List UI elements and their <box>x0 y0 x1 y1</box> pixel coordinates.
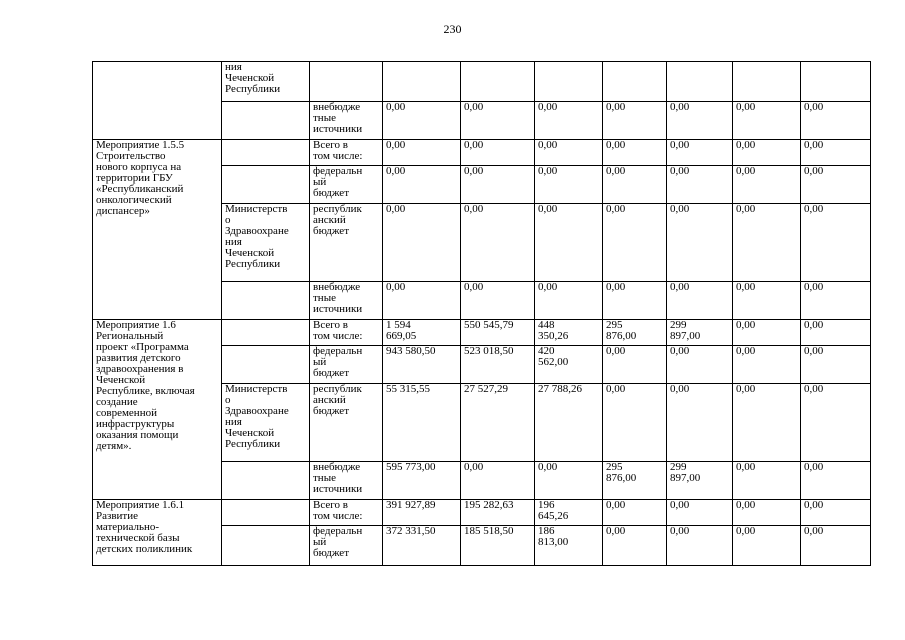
value-cell-text: 0,00 <box>670 525 690 537</box>
value-cell <box>383 204 461 282</box>
executor-cell-empty <box>222 346 310 384</box>
value-cell-text: 185 518,50 <box>464 525 514 537</box>
value-cell-text: 0,00 <box>736 281 756 293</box>
funding-source-cell <box>310 346 383 384</box>
value-cell <box>461 384 535 462</box>
value-cell-text: 0,00 <box>606 139 626 151</box>
value-cell-text: 1 594 669,05 <box>386 319 417 342</box>
value-cell <box>733 166 801 204</box>
value-cell <box>535 320 603 346</box>
funding-source-cell-text: внебюдже тные источники <box>313 281 363 315</box>
value-cell <box>733 320 801 346</box>
value-cell-text: 0,00 <box>736 461 756 473</box>
value-cell <box>535 346 603 384</box>
table-row <box>93 320 871 346</box>
value-cell-text: 595 773,00 <box>386 461 436 473</box>
value-cell-text: 0,00 <box>804 203 824 215</box>
value-cell <box>733 204 801 282</box>
value-cell-text: 0,00 <box>736 345 756 357</box>
value-cell <box>801 140 871 166</box>
value-cell <box>667 462 733 500</box>
executor-cell-empty <box>222 102 310 140</box>
executor-cell-empty <box>222 320 310 346</box>
value-cell-text: 0,00 <box>606 203 626 215</box>
value-cell <box>461 166 535 204</box>
executor-cell <box>222 62 310 102</box>
value-cell <box>733 282 801 320</box>
executor-cell-empty <box>222 526 310 566</box>
value-cell-text: 299 897,00 <box>670 461 701 484</box>
executor-cell <box>222 500 310 526</box>
value-cell-text: 0,00 <box>804 461 824 473</box>
value-cell <box>603 166 667 204</box>
value-cell <box>667 346 733 384</box>
value-cell <box>383 346 461 384</box>
funding-source-cell-text: внебюдже тные источники <box>313 101 363 135</box>
value-cell-text: 0,00 <box>464 139 484 151</box>
funding-source-cell-text: Всего в том числе: <box>313 319 363 342</box>
funding-source-cell <box>310 166 383 204</box>
value-cell <box>383 166 461 204</box>
value-cell <box>383 62 461 102</box>
value-cell <box>801 62 871 102</box>
value-cell-text: 27 788,26 <box>538 383 582 395</box>
value-cell-text: 420 562,00 <box>538 345 569 368</box>
value-cell-text: 0,00 <box>736 165 756 177</box>
value-cell-text: 295 876,00 <box>606 319 637 342</box>
value-cell-text: 55 315,55 <box>386 383 430 395</box>
value-cell <box>461 62 535 102</box>
value-cell-text: 0,00 <box>670 383 690 395</box>
value-cell-text: 0,00 <box>538 281 558 293</box>
funding-source-cell <box>310 102 383 140</box>
value-cell-text: 0,00 <box>464 165 484 177</box>
value-cell <box>383 462 461 500</box>
value-cell-text: 299 897,00 <box>670 319 701 342</box>
value-cell <box>535 384 603 462</box>
budget-table-body <box>93 62 871 566</box>
value-cell-text: 0,00 <box>386 165 406 177</box>
value-cell-text: 0,00 <box>670 203 690 215</box>
value-cell <box>383 140 461 166</box>
value-cell <box>733 462 801 500</box>
value-cell-text: 0,00 <box>670 101 690 113</box>
funding-source-cell-text: федеральн ый бюджет <box>313 345 363 379</box>
value-cell <box>733 526 801 566</box>
value-cell-text: 0,00 <box>386 203 406 215</box>
value-cell <box>667 62 733 102</box>
value-cell-text: 195 282,63 <box>464 499 514 511</box>
value-cell <box>535 526 603 566</box>
value-cell <box>801 204 871 282</box>
value-cell <box>667 282 733 320</box>
funding-source-cell <box>310 320 383 346</box>
value-cell <box>535 62 603 102</box>
value-cell <box>603 102 667 140</box>
funding-source-cell-text: внебюдже тные источники <box>313 461 363 495</box>
measure-cell-text: Мероприятие 1.5.5 Строительство нового корпуса на территории ГБУ «Республиканский онкологический диспансер» <box>96 139 185 217</box>
value-cell-text: 0,00 <box>804 319 824 331</box>
value-cell-text: 0,00 <box>804 525 824 537</box>
value-cell <box>667 166 733 204</box>
value-cell <box>667 500 733 526</box>
value-cell <box>733 346 801 384</box>
value-cell <box>603 320 667 346</box>
value-cell <box>801 384 871 462</box>
executor-cell-text: ния Чеченской Республики <box>225 61 281 95</box>
value-cell <box>733 140 801 166</box>
value-cell <box>603 282 667 320</box>
value-cell-text: 0,00 <box>804 499 824 511</box>
funding-source-cell <box>310 282 383 320</box>
value-cell-text: 0,00 <box>386 101 406 113</box>
value-cell-text: 0,00 <box>670 345 690 357</box>
value-cell <box>733 102 801 140</box>
value-cell <box>667 204 733 282</box>
value-cell-text: 448 350,26 <box>538 319 569 342</box>
value-cell <box>667 102 733 140</box>
value-cell <box>603 62 667 102</box>
funding-source-cell-text: республик анский бюджет <box>313 383 362 417</box>
value-cell <box>733 384 801 462</box>
value-cell-text: 0,00 <box>464 203 484 215</box>
executor-cell-text: Министерств о Здравоохране ния Чеченской Республики <box>225 383 289 450</box>
value-cell <box>383 384 461 462</box>
value-cell <box>461 282 535 320</box>
value-cell-text: 0,00 <box>670 165 690 177</box>
value-cell <box>603 526 667 566</box>
value-cell <box>801 500 871 526</box>
measure-cell-text: Мероприятие 1.6.1 Развитие материально- технической базы детских поликлиник <box>96 499 193 555</box>
value-cell <box>535 102 603 140</box>
funding-source-cell-text: федеральн ый бюджет <box>313 525 363 559</box>
executor-cell-empty <box>222 140 310 166</box>
value-cell <box>801 526 871 566</box>
value-cell-text: 0,00 <box>736 203 756 215</box>
value-cell-text: 0,00 <box>606 281 626 293</box>
executor-cell-text: Министерств о Здравоохране ния Чеченской Республики <box>225 203 289 270</box>
executor-cell-empty <box>222 282 310 320</box>
value-cell-text: 0,00 <box>804 139 824 151</box>
value-cell-text: 0,00 <box>538 139 558 151</box>
value-cell-text: 0,00 <box>736 383 756 395</box>
value-cell-text: 0,00 <box>670 499 690 511</box>
value-cell <box>733 500 801 526</box>
value-cell-text: 372 331,50 <box>386 525 436 537</box>
page-number: 230 <box>443 22 462 36</box>
value-cell-text: 523 018,50 <box>464 345 514 357</box>
value-cell-text: 0,00 <box>670 139 690 151</box>
executor-cell-empty <box>222 462 310 500</box>
funding-source-cell <box>310 526 383 566</box>
measure-cell <box>93 500 222 566</box>
value-cell <box>801 282 871 320</box>
value-cell-text: 0,00 <box>538 165 558 177</box>
value-cell-text: 0,00 <box>606 525 626 537</box>
value-cell <box>383 102 461 140</box>
value-cell <box>461 140 535 166</box>
value-cell-text: 0,00 <box>538 461 558 473</box>
funding-source-cell <box>310 384 383 462</box>
value-cell <box>603 204 667 282</box>
value-cell <box>535 462 603 500</box>
value-cell-text: 0,00 <box>464 101 484 113</box>
value-cell-text: 0,00 <box>804 345 824 357</box>
value-cell <box>461 526 535 566</box>
value-cell-text: 0,00 <box>606 101 626 113</box>
value-cell-text: 27 527,29 <box>464 383 508 395</box>
value-cell-text: 0,00 <box>736 525 756 537</box>
value-cell <box>461 102 535 140</box>
value-cell <box>461 500 535 526</box>
value-cell-text: 196 645,26 <box>538 499 569 522</box>
value-cell-text: 0,00 <box>804 165 824 177</box>
value-cell <box>461 204 535 282</box>
funding-source-cell-text: Всего в том числе: <box>313 139 363 162</box>
value-cell <box>603 462 667 500</box>
value-cell <box>733 62 801 102</box>
value-cell <box>383 320 461 346</box>
measure-cell <box>93 62 222 140</box>
value-cell <box>801 102 871 140</box>
value-cell <box>603 346 667 384</box>
value-cell-text: 0,00 <box>670 281 690 293</box>
value-cell-text: 0,00 <box>606 499 626 511</box>
executor-cell-empty <box>222 166 310 204</box>
value-cell-text: 0,00 <box>804 383 824 395</box>
value-cell <box>383 500 461 526</box>
value-cell-text: 0,00 <box>538 203 558 215</box>
measure-cell-text: Мероприятие 1.6 Региональный проект «Программа развития детского здравоохранения в Чеченской Республике, включая создание современной инфраструктуры оказания помощи детям». <box>96 319 195 452</box>
table-row <box>93 500 871 526</box>
value-cell-text: 943 580,50 <box>386 345 436 357</box>
value-cell <box>383 282 461 320</box>
value-cell-text: 0,00 <box>606 345 626 357</box>
value-cell-text: 550 545,79 <box>464 319 514 331</box>
funding-source-cell <box>310 140 383 166</box>
value-cell-text: 0,00 <box>736 319 756 331</box>
value-cell-text: 0,00 <box>606 165 626 177</box>
measure-cell <box>93 140 222 320</box>
value-cell-text: 295 876,00 <box>606 461 637 484</box>
value-cell-text: 391 927,89 <box>386 499 436 511</box>
value-cell <box>535 140 603 166</box>
budget-table <box>92 61 871 566</box>
value-cell-text: 0,00 <box>804 101 824 113</box>
funding-source-cell <box>310 462 383 500</box>
value-cell <box>667 526 733 566</box>
value-cell-text: 0,00 <box>538 101 558 113</box>
value-cell-text: 0,00 <box>606 383 626 395</box>
funding-source-cell-text: республик анский бюджет <box>313 203 362 237</box>
measure-cell <box>93 320 222 500</box>
value-cell <box>667 140 733 166</box>
value-cell-text: 0,00 <box>736 101 756 113</box>
funding-source-cell <box>310 204 383 282</box>
value-cell <box>801 166 871 204</box>
value-cell-text: 0,00 <box>736 139 756 151</box>
funding-source-cell <box>310 500 383 526</box>
value-cell <box>535 500 603 526</box>
funding-source-cell-text: федеральн ый бюджет <box>313 165 363 199</box>
executor-cell <box>222 204 310 282</box>
value-cell <box>461 346 535 384</box>
funding-source-cell <box>310 62 383 102</box>
value-cell-text: 0,00 <box>386 281 406 293</box>
value-cell <box>535 282 603 320</box>
value-cell-text: 0,00 <box>804 281 824 293</box>
value-cell <box>801 320 871 346</box>
value-cell-text: 186 813,00 <box>538 525 569 548</box>
table-row <box>93 140 871 166</box>
funding-source-cell-text: Всего в том числе: <box>313 499 363 522</box>
value-cell-text: 0,00 <box>386 139 406 151</box>
value-cell-text: 0,00 <box>464 461 484 473</box>
value-cell <box>603 140 667 166</box>
value-cell <box>383 526 461 566</box>
value-cell <box>461 462 535 500</box>
value-cell <box>801 346 871 384</box>
value-cell <box>801 462 871 500</box>
value-cell <box>603 500 667 526</box>
value-cell <box>535 204 603 282</box>
table-row <box>93 62 871 102</box>
value-cell <box>667 384 733 462</box>
value-cell <box>603 384 667 462</box>
value-cell <box>667 320 733 346</box>
executor-cell <box>222 384 310 462</box>
value-cell-text: 0,00 <box>736 499 756 511</box>
value-cell <box>535 166 603 204</box>
value-cell <box>461 320 535 346</box>
value-cell-text: 0,00 <box>464 281 484 293</box>
